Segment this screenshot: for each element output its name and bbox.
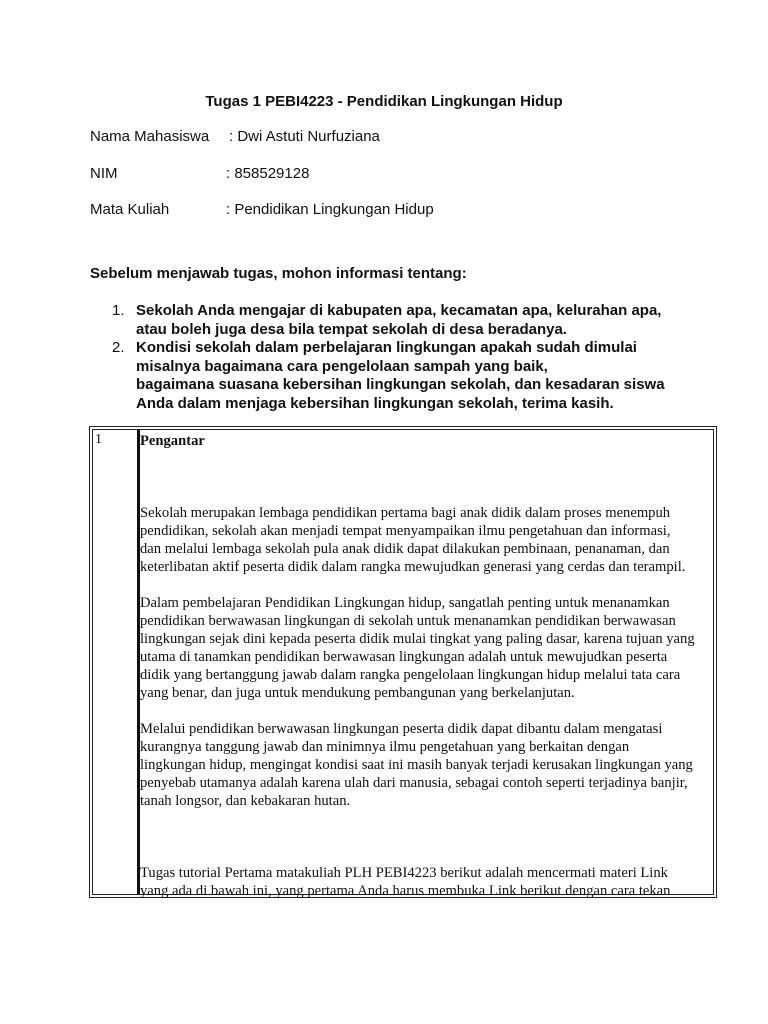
list-item [90, 302, 710, 339]
paragraph [140, 864, 720, 900]
table-cell-content [140, 432, 720, 900]
info-value: : 858529128 [226, 165, 310, 182]
info-value: : Pendidikan Lingkungan Hidup [226, 201, 434, 218]
paragraph-line: pendidikan berwawasan lingkungan di sekolah untuk menanamkan pendidikan berwawasan [140, 613, 676, 629]
paragraph-line: penyebab utamanya adalah karena ulah dari manusia, sebagai contoh seperti terjadinya banjir, [140, 775, 688, 791]
request-list [90, 302, 710, 413]
list-line: misalnya bagaimana cara pengelolaan sampah yang baik, [136, 357, 548, 375]
paragraph-line: lingkungan hidup, mengingat kondisi saat ini masih banyak terjadi kerusakan lingkungan yang [140, 757, 693, 773]
paragraph-line: pendidikan, sekolah akan menjadi tempat menyampaikan ilmu pengetahuan dan informasi, [140, 523, 671, 539]
paragraph-line: kurangnya tanggung jawab dan minimnya ilmu pengetahuan yang berkaitan dengan [140, 739, 630, 755]
paragraph-line: Melalui pendidikan berwawasan lingkungan peserta didik dapat dibantu dalam mengatasi [140, 721, 663, 737]
notice-heading: Sebelum menjawab tugas, mohon informasi tentang: [90, 265, 467, 282]
paragraph-line: utama di tanamkan pendidikan berwawasan lingkungan adalah untuk mewujudkan peserta [140, 649, 668, 665]
table-cell-frame [92, 429, 714, 899]
paragraph-line: Sekolah merupakan lembaga pendidikan pertama bagi anak didik dalam proses menempuh [140, 505, 671, 521]
paragraph-line: keterlibatan aktif peserta didik dalam rangka mewujudkan generasi yang cerdas dan terampil. [140, 559, 686, 575]
table-row-number: 1 [95, 432, 102, 447]
info-label: NIM [90, 165, 118, 182]
section-heading: Pengantar [140, 433, 205, 449]
paragraph-line: didik yang bertanggung jawab dalam rangka pengelolaan lingkungan hidup melalui tata cara [140, 667, 681, 683]
info-value: : Dwi Astuti Nurfuziana [229, 128, 380, 145]
list-line: Kondisi sekolah dalam perbelajaran lingkungan apakah sudah dimulai [136, 339, 637, 356]
info-label: Mata Kuliah [90, 201, 170, 218]
list-line: bagaimana suasana kebersihan lingkungan sekolah, dan kesadaran siswa [136, 376, 665, 393]
paragraph-line: yang ada di bawah ini, yang pertama Anda harus membuka Link berikut dengan cara tekan [140, 883, 671, 899]
content-table [89, 426, 717, 898]
list-line: Anda dalam menjaga kebersihan lingkungan sekolah, terima kasih. [136, 394, 614, 412]
paragraph [140, 504, 720, 576]
list-line: atau boleh juga desa bila tempat sekolah di desa beradanya. [136, 320, 567, 338]
list-number: 1. [112, 302, 125, 319]
paragraph-line: Dalam pembelajaran Pendidikan Lingkungan hidup, sangatlah penting untuk menanamkan [140, 595, 670, 611]
paragraph-line: dan melalui lembaga sekolah pula anak didik dapat dilakukan pembinaan, penanaman, dan [140, 541, 670, 557]
list-line: Sekolah Anda mengajar di kabupaten apa, kecamatan apa, kelurahan apa, [136, 302, 662, 319]
paragraph-line: yang benar, dan juga untuk mendukung pembangunan yang berkelanjutan. [140, 685, 575, 701]
paragraph [140, 594, 720, 702]
paragraph-line: tanah longsor, dan kebakaran hutan. [140, 793, 351, 809]
paragraph-line: lingkungan sejak dini kepada peserta didik mulai tingkat yang paling dasar, karena tujuan yang [140, 631, 695, 647]
list-item [90, 339, 710, 413]
paragraph-line: Tugas tutorial Pertama matakuliah PLH PEBI4223 berikut adalah mencermati materi Link [140, 865, 668, 881]
info-label: Nama Mahasiswa [90, 128, 210, 145]
list-number: 2. [112, 339, 125, 356]
document-title: Tugas 1 PEBI4223 - Pendidikan Lingkungan Hidup [205, 93, 563, 110]
paragraph [140, 720, 720, 810]
